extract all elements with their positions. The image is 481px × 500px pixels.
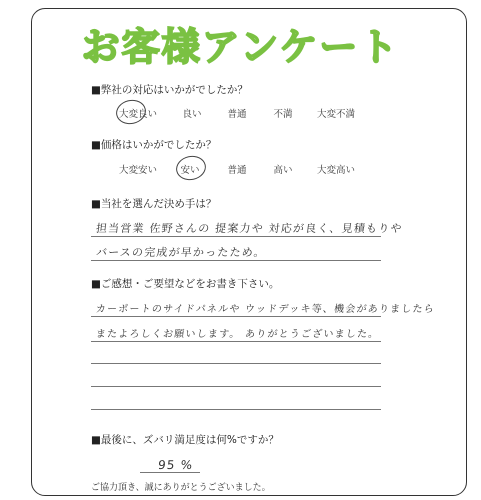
option-price-very-expensive[interactable]: 大変高い (316, 165, 356, 176)
footer-thanks: ご協力頂き、誠にありがとうございました。 (91, 483, 271, 493)
score-rule-line (140, 472, 200, 473)
answer-rule-line (91, 409, 381, 410)
option-service-very-good[interactable]: 大変良い (118, 109, 158, 120)
option-service-good[interactable]: 良い (182, 109, 202, 120)
answer-rule-line (91, 341, 381, 342)
option-price-normal[interactable]: 普通 (227, 165, 247, 176)
answer-rule-line (91, 236, 381, 237)
answer-rule-line (91, 363, 381, 364)
answer-rule-line (91, 386, 381, 387)
option-price-cheap[interactable]: 安い (180, 165, 200, 176)
handwritten-answer-line: カーポートのサイドパネルや ウッドデッキ等、機会がありましたら (95, 304, 436, 315)
question-deciding-factor: ■当社を選んだ決め手は？ (91, 198, 217, 210)
question-price: ■価格はいかがでしたか？ (91, 139, 217, 151)
handwritten-answer-line: またよろしくお願いします。 ありがとうございました。 (95, 329, 380, 340)
question-comments: ■ご感想・ご要望などをお書き下さい。 (91, 278, 280, 290)
options-price (0, 162, 481, 178)
question-satisfaction: ■最後に、ズバリ満足度は何%ですか？ (91, 434, 279, 446)
question-service: ■弊社の対応はいかがでしたか？ (91, 84, 248, 96)
answer-rule-line (91, 316, 381, 317)
option-service-normal[interactable]: 普通 (227, 109, 247, 120)
option-service-very-dissatisfied[interactable]: 大変不満 (316, 109, 356, 120)
option-service-dissatisfied[interactable]: 不満 (273, 109, 293, 120)
option-price-expensive[interactable]: 高い (273, 165, 293, 176)
option-price-very-cheap[interactable]: 大変安い (118, 165, 158, 176)
handwritten-answer-line: バースの完成が早かったため。 (95, 246, 267, 259)
options-service (0, 106, 481, 122)
satisfaction-value: 95 % (157, 458, 195, 472)
answer-rule-line (91, 260, 381, 261)
page-title: お客様アンケート (81, 25, 400, 69)
handwritten-answer-line: 担当営業 佐野さんの 提案力や 対応が良く、見積もりや (95, 222, 404, 235)
